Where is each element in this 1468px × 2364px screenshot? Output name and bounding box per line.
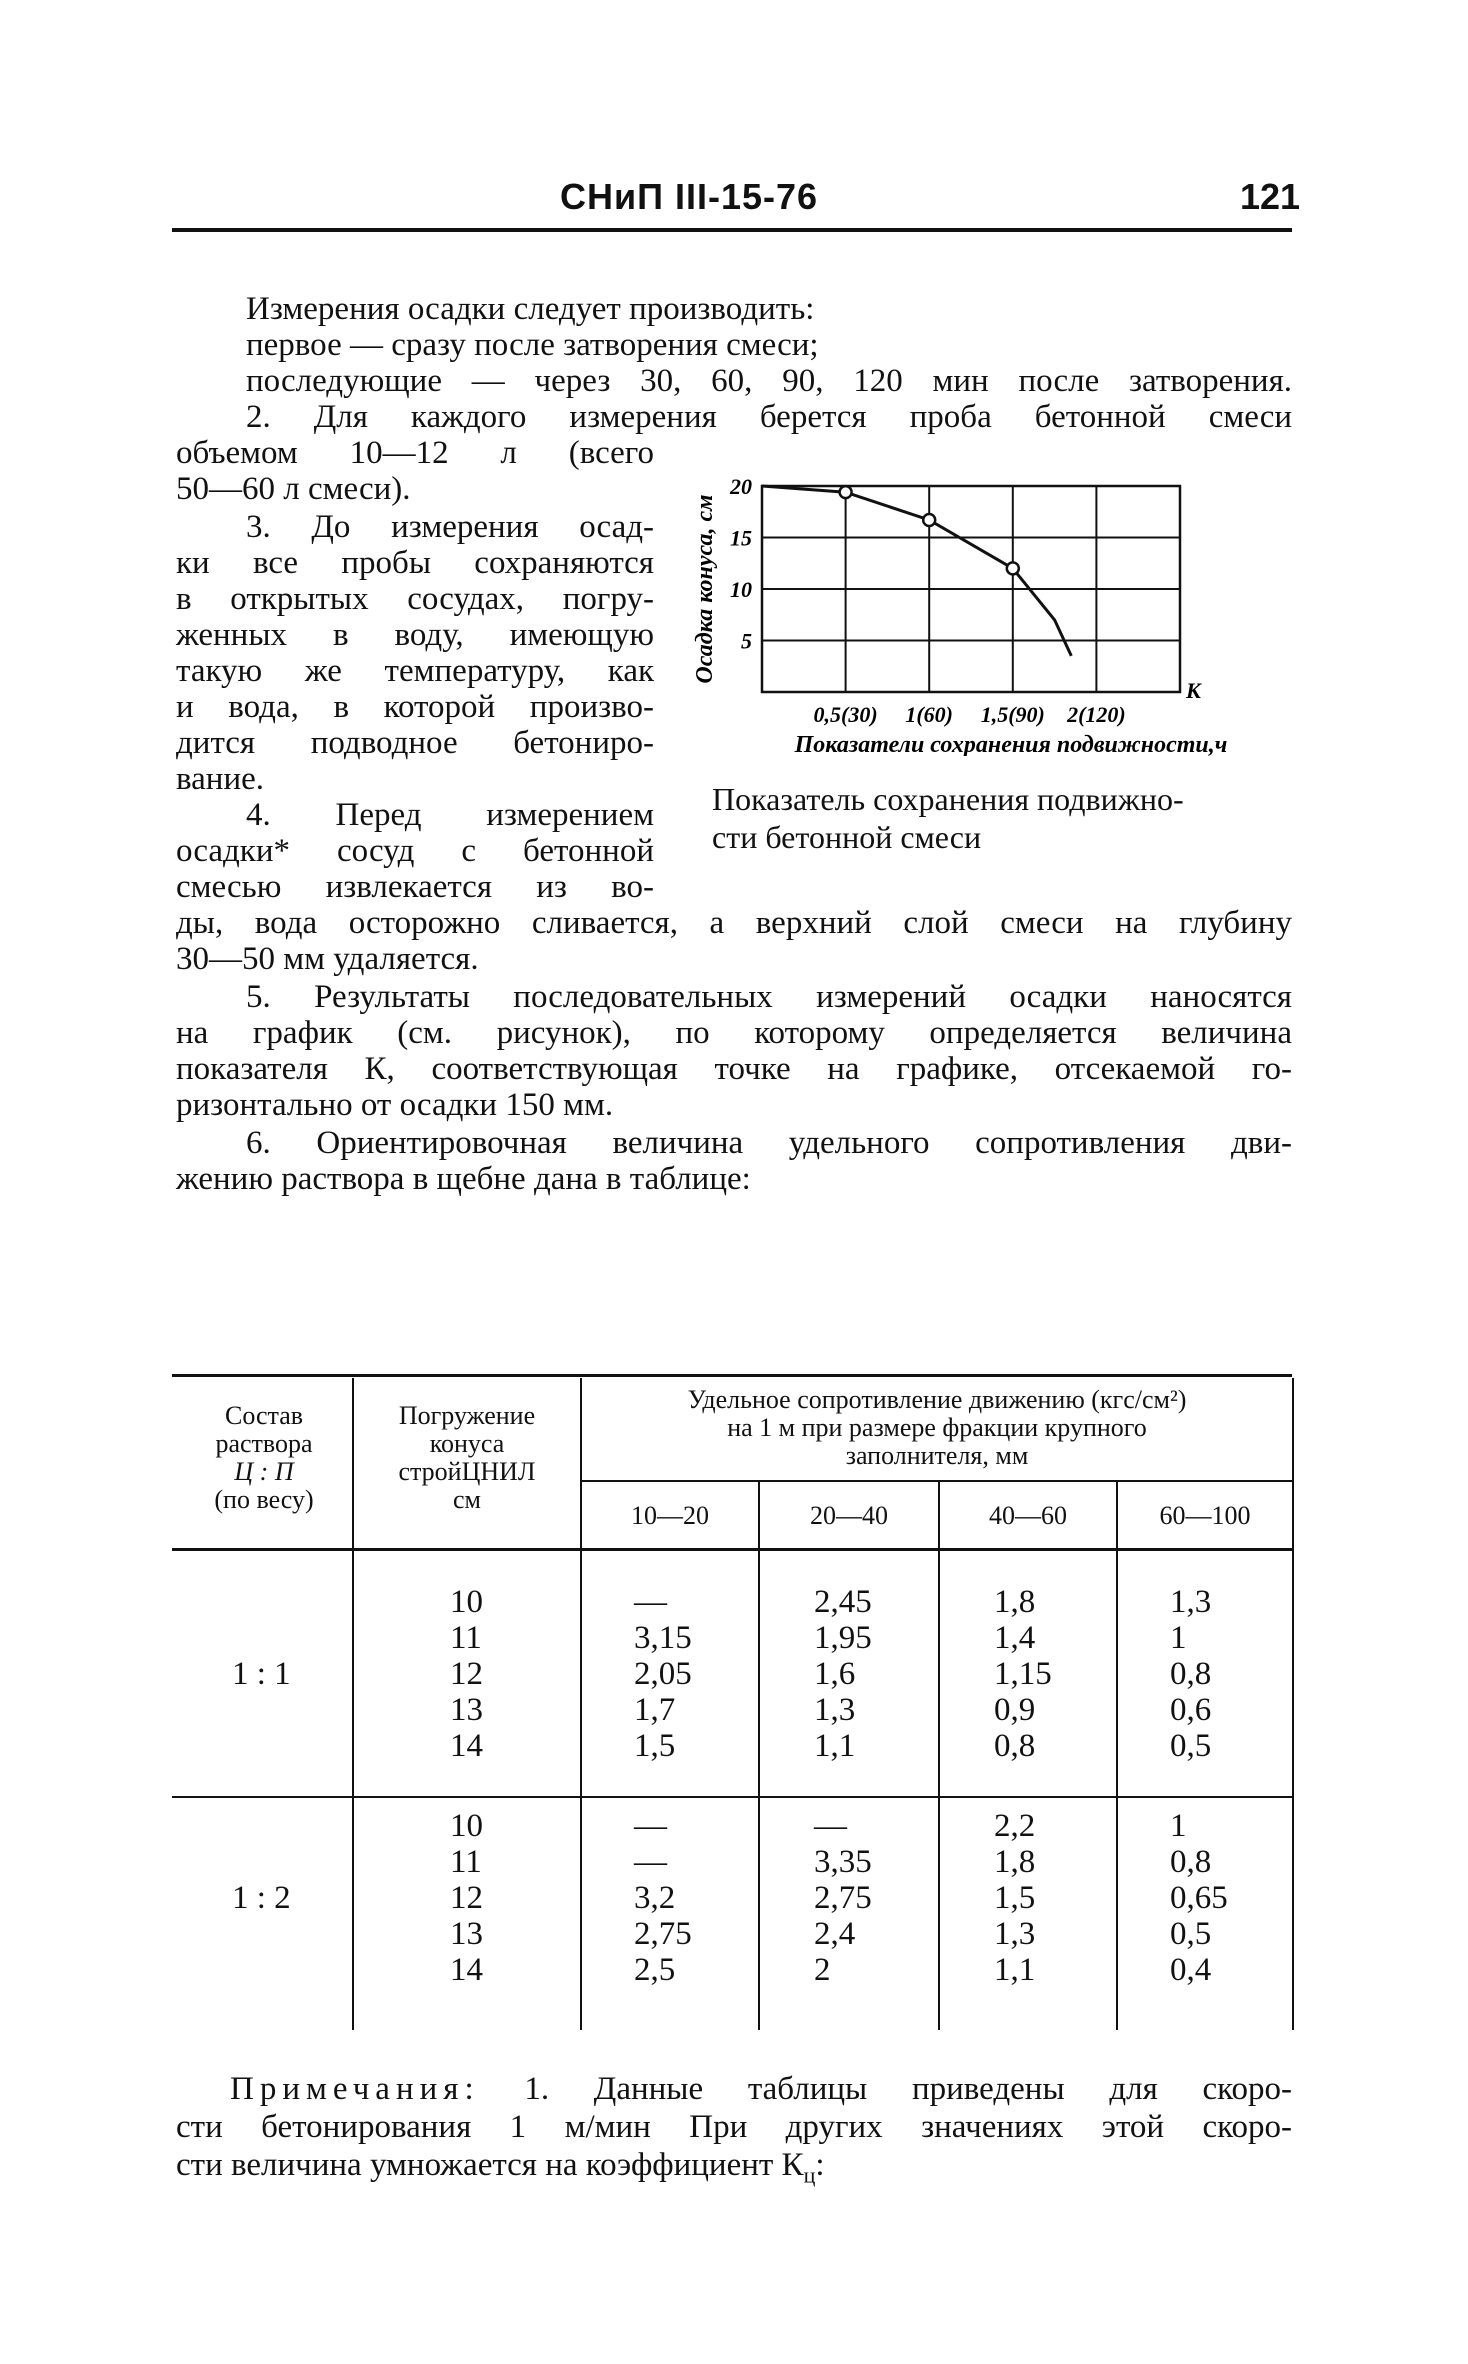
- table-cell: 0,4: [1170, 1952, 1212, 1988]
- body-line-9: в открытых сосудах, погру-: [176, 581, 654, 617]
- table-cell: —: [634, 1844, 667, 1880]
- table-cell: 2,4: [814, 1916, 856, 1952]
- table-cell: 1: [1170, 1620, 1187, 1656]
- series-line: [762, 486, 1071, 656]
- table-vline-4: [938, 1480, 940, 2030]
- table-cell: 0,5: [1170, 1916, 1212, 1952]
- table-cell: 1,4: [994, 1620, 1036, 1656]
- table-cell: 1,6: [814, 1656, 856, 1692]
- header-cone-l4: см: [453, 1485, 481, 1514]
- table-cell: 1,3: [1170, 1584, 1212, 1620]
- table-top-rule: [172, 1374, 1292, 1377]
- group-1-cone: [450, 1584, 483, 1764]
- body-line-24: 6. Ориентировочная величина удельного сопротивления дви-: [246, 1125, 1292, 1161]
- x-tick-label: 1,5(90): [980, 702, 1045, 727]
- table-cell: 1,5: [994, 1880, 1036, 1916]
- table-cell: 0,5: [1170, 1728, 1212, 1764]
- group-2-cone: [450, 1808, 483, 1988]
- body-line-8: ки все пробы сохраняются: [176, 545, 654, 581]
- notes-line-2: сти бетонирования 1 м/мин При других значениях этой скоро-: [176, 2109, 1292, 2145]
- table-cell: 12: [450, 1656, 483, 1692]
- body-line-25: жению раствора в щебне дана в таблице:: [176, 1161, 751, 1197]
- x-tick-label: 2(120): [1067, 702, 1126, 727]
- table-cell: 2,75: [814, 1880, 872, 1916]
- header-cone-l2: конуса: [429, 1429, 505, 1458]
- table-cell: 3,35: [814, 1844, 872, 1880]
- table-cell: 12: [450, 1880, 483, 1916]
- body-line-6: 50—60 л смеси).: [176, 471, 411, 507]
- group-1-composition: 1 : 1: [232, 1656, 291, 1692]
- y-axis-label: Осадка конуса, см: [692, 494, 718, 684]
- body-line-19: 30—50 мм удаляется.: [176, 941, 479, 977]
- y-tick-label: 15: [730, 525, 752, 551]
- table-cell: 11: [450, 1844, 482, 1880]
- header-composition: [176, 1402, 352, 1514]
- table-cell: 10: [450, 1808, 483, 1844]
- body-line-12: и вода, в которой произво-: [176, 689, 654, 725]
- body-line-3: последующие — через 30, 60, 90, 120 мин после затворения.: [246, 363, 1292, 399]
- table-cell: 0,65: [1170, 1880, 1228, 1916]
- notes-line-3-end: :: [815, 2147, 825, 2183]
- header-cone-l3: стройЦНИЛ: [398, 1457, 536, 1486]
- table-vline-2: [580, 1378, 582, 2030]
- document-code: СНиП III-15-76: [560, 176, 819, 217]
- x-axis-label: Показатели сохранения подвижности,ч: [794, 732, 1228, 756]
- table-cell: 10: [450, 1584, 483, 1620]
- table-cell: 2,05: [634, 1656, 692, 1692]
- table-cell: —: [634, 1584, 667, 1620]
- figure-caption-line-1: Показатель сохранения подвижно-: [712, 781, 1184, 817]
- header-composition-l4: (по весу): [214, 1485, 314, 1514]
- y-tick-label: 5: [741, 628, 752, 654]
- table-cell: 14: [450, 1952, 483, 1988]
- body-line-11: такую же температуру, как: [176, 653, 654, 689]
- header-resistance-l3: заполнителя, мм: [845, 1441, 1029, 1470]
- data-point: [1007, 562, 1019, 574]
- data-point: [923, 514, 935, 526]
- group-2-f40-60: [994, 1808, 1035, 1988]
- table-cell: 13: [450, 1692, 483, 1728]
- body-line-7: 3. До измерения осад-: [246, 509, 654, 545]
- figure-caption-line-2: сти бетонной смеси: [712, 819, 982, 855]
- header-fraction-1: 10—20: [631, 1501, 709, 1530]
- table-cell: 2,45: [814, 1584, 872, 1620]
- data-point: [840, 486, 852, 498]
- group-1-f10-20: [634, 1584, 692, 1764]
- header-cone-l1: Погружение: [398, 1401, 536, 1430]
- table-vline-5: [1116, 1480, 1118, 2030]
- table-cell: —: [814, 1808, 847, 1844]
- body-line-22: показателя К, соответствующая точке на графике, отсекаемой го-: [176, 1051, 1292, 1087]
- group-2-composition: 1 : 2: [232, 1880, 291, 1916]
- body-line-23: ризонтально от осадки 150 мм.: [176, 1087, 614, 1123]
- header-cone: [354, 1402, 580, 1514]
- body-line-14: вание.: [176, 761, 265, 797]
- chart-svg: [680, 456, 1300, 756]
- body-line-2: первое — сразу после затворения смеси;: [246, 327, 819, 363]
- x-tick-label: 1(60): [905, 702, 954, 727]
- header-resistance-l1: Удельное сопротивление движению (кгс/см²): [687, 1385, 1187, 1414]
- table-cell: 1,8: [994, 1584, 1036, 1620]
- table-cell: 1,3: [994, 1916, 1036, 1952]
- table-cell: 2,75: [634, 1916, 692, 1952]
- body-line-15: 4. Перед измерением: [246, 797, 654, 833]
- notes-title: Примечания:: [230, 2071, 480, 2107]
- table-cell: 3,2: [634, 1880, 676, 1916]
- header-composition-l3: Ц : П: [234, 1457, 294, 1486]
- body-line-5: объемом 10—12 л (всего: [176, 435, 654, 471]
- body-line-17: смесью извлекается из во-: [176, 869, 654, 905]
- table-cell: 2,2: [994, 1808, 1036, 1844]
- header-fraction-3: 40—60: [989, 1501, 1067, 1530]
- table-cell: 1,5: [634, 1728, 676, 1764]
- table-cell: 1,8: [994, 1844, 1036, 1880]
- body-line-20: 5. Результаты последовательных измерений осадки наносятся: [246, 979, 1292, 1015]
- group-2-f20-40: [814, 1808, 872, 1988]
- header-fraction-2: 20—40: [810, 1501, 888, 1530]
- header-resistance: [582, 1386, 1292, 1470]
- table-cell: 1,3: [814, 1692, 856, 1728]
- table-cell: 0,8: [1170, 1656, 1212, 1692]
- header-composition-l1: Состав: [224, 1401, 304, 1430]
- group-2-f60-100: [1170, 1808, 1228, 1988]
- body-line-16: осадки* сосуд с бетонной: [176, 833, 654, 869]
- figure-caption: [712, 780, 1184, 856]
- group-1-f20-40: [814, 1584, 872, 1764]
- header-composition-l2: раствора: [215, 1429, 313, 1458]
- table-vline-right: [1292, 1378, 1294, 2030]
- group-1-f40-60: [994, 1584, 1052, 1764]
- x-axis-end-label: К: [1186, 678, 1201, 703]
- table-cell: 1,1: [814, 1728, 856, 1764]
- header-rule: [172, 228, 1292, 232]
- table-cell: 1,7: [634, 1692, 676, 1728]
- table-cell: 13: [450, 1916, 483, 1952]
- y-tick-label: 20: [730, 474, 752, 499]
- notes-line-1-text: 1. Данные таблицы приведены для скоро-: [524, 2071, 1292, 2107]
- table-cell: —: [634, 1808, 667, 1844]
- x-tick-label: 0,5(30): [813, 702, 878, 727]
- table-cell: 2: [814, 1952, 831, 1988]
- notes-line-3-text: сти величина умножается на коэффициент К: [176, 2147, 804, 2183]
- body-line-10: женных в воду, имеющую: [176, 617, 654, 653]
- body-line-21: на график (см. рисунок), по которому определяется величина: [176, 1015, 1292, 1051]
- header-fraction-4: 60—100: [1159, 1501, 1251, 1530]
- notes-subscript: ц: [803, 2162, 816, 2188]
- table-notes: [176, 2070, 1292, 2195]
- table-header-rule: [172, 1548, 1292, 1551]
- body-line-13: дится подводное бетониро-: [176, 725, 654, 761]
- page-number: 121: [1240, 176, 1301, 217]
- slump-retention-chart: [680, 456, 1300, 756]
- group-1-f60-100: [1170, 1584, 1211, 1764]
- body-line-1: Измерения осадки следует производить:: [246, 291, 815, 327]
- table-cell: 1,95: [814, 1620, 872, 1656]
- table-cell: 3,15: [634, 1620, 692, 1656]
- table-cell: 2,5: [634, 1952, 676, 1988]
- body-line-4: 2. Для каждого измерения берется проба бетонной смеси: [246, 399, 1292, 435]
- notes-line-3: [176, 2146, 1292, 2195]
- body-line-18: ды, вода осторожно сливается, а верхний слой смеси на глубину: [176, 905, 1292, 941]
- notes-line-1: [230, 2070, 1292, 2108]
- header-resistance-l2: на 1 м при размере фракции крупного: [727, 1413, 1147, 1442]
- table-group-rule: [172, 1796, 1292, 1798]
- table-cell: 0,8: [1170, 1844, 1212, 1880]
- table-vline-3: [758, 1480, 760, 2030]
- table-cell: 11: [450, 1620, 482, 1656]
- table-cell: 0,6: [1170, 1692, 1212, 1728]
- table-cell: 1,15: [994, 1656, 1052, 1692]
- table-cell: 0,9: [994, 1692, 1036, 1728]
- y-tick-label: 10: [730, 577, 752, 602]
- table-cell: 0,8: [994, 1728, 1036, 1764]
- table-cell: 1: [1170, 1808, 1187, 1844]
- table-cell: 14: [450, 1728, 483, 1764]
- table-cell: 1,1: [994, 1952, 1036, 1988]
- table-fraction-rule: [580, 1480, 1292, 1482]
- group-2-f10-20: [634, 1808, 692, 1988]
